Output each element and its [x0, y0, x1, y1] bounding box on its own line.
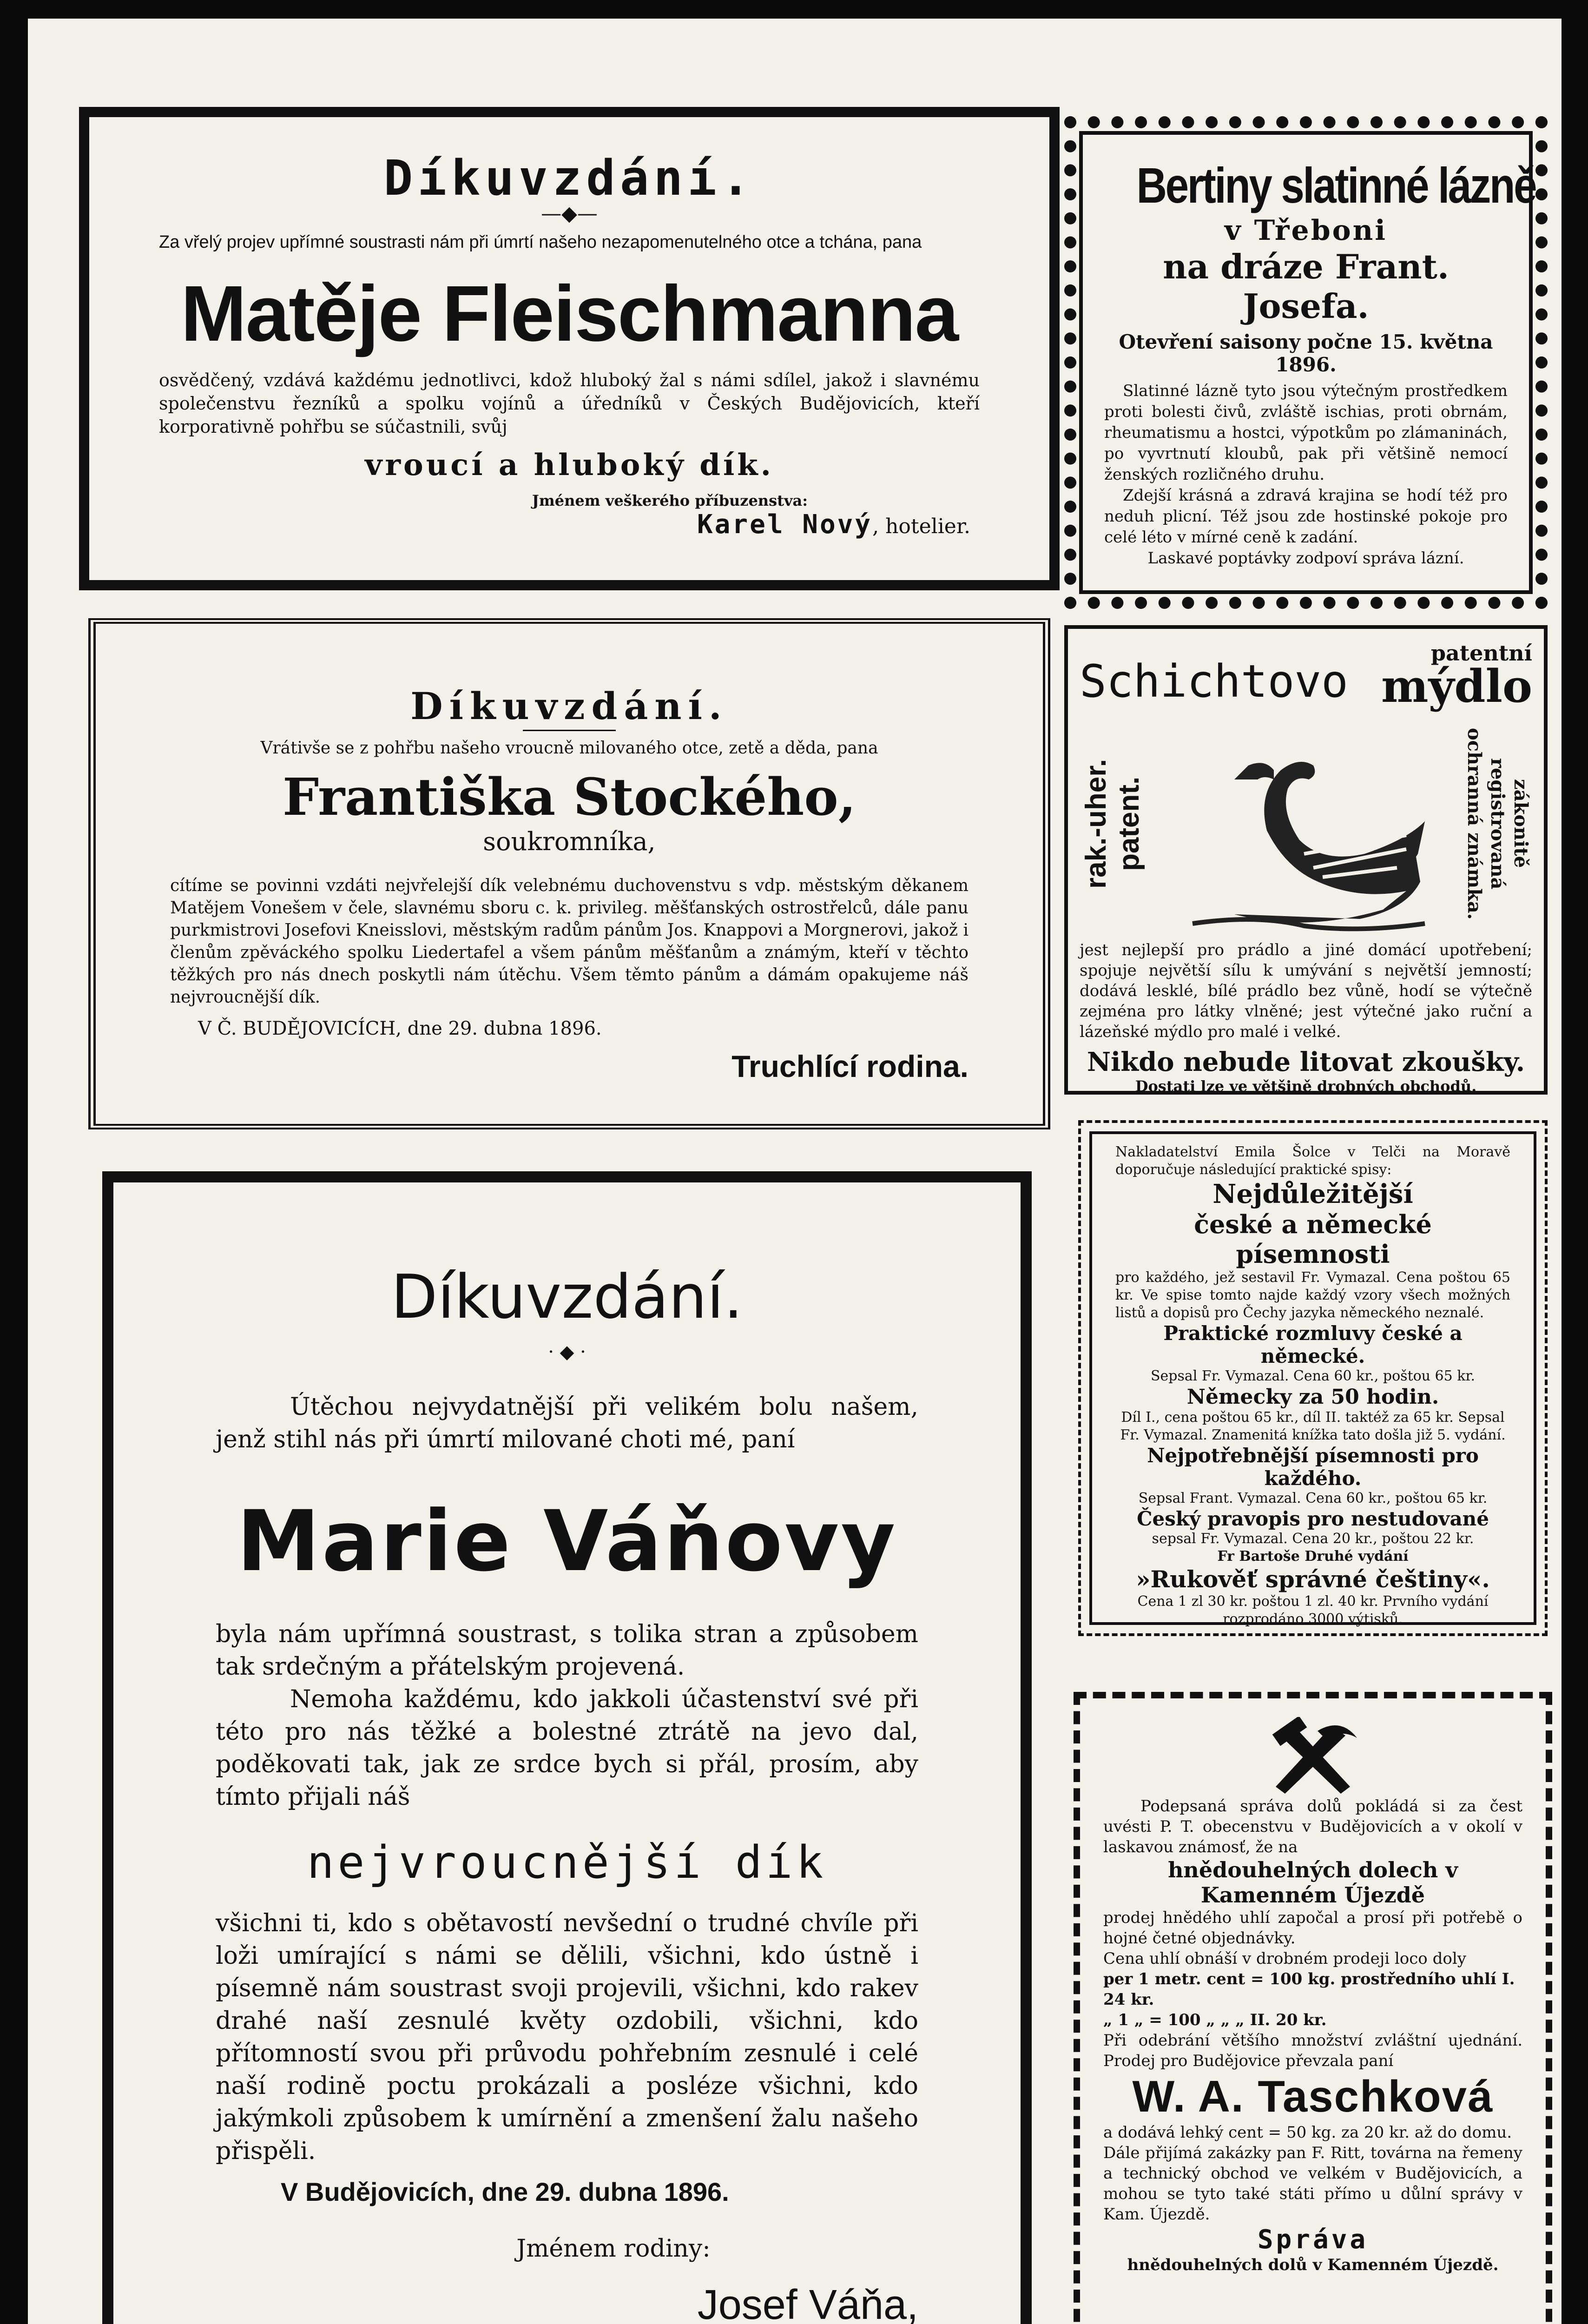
signature — [159, 509, 980, 540]
thanks-line: nejvroucnější dík — [307, 1836, 827, 1888]
ad-paragraph: Cena uhlí obnáší v drobném prodeji loco doly — [1103, 1949, 1466, 1968]
newspaper-page — [28, 19, 1562, 2324]
ad-paragraph: byla nám upřímná soustrast, s tolika stran a způsobem tak srdečným a přátelským projevená. — [216, 1620, 918, 1681]
ad-paragraph: všichni ti, kdo s obětavostí nevšední o trudné chvíle při loži umírající s námi se dělili, všichni, kdo ústně i písemně nám soustrast svoji projevili, všichni, kdo rakev drahé naší zesnulé květy ozdobili, všichni, kdo přítomností svou při průvodu pohřebním zesnulé i celé naší rodině poctu prokázali a posléze všichni, kdo jakýmkoli způsobem k umírnění a zmenšení žalu našeho přispěli. — [216, 1909, 918, 2165]
place-date: V Č. BUDĚJOVICÍCH, dne 29. dubna 1896. — [198, 1018, 602, 1039]
price-line: per 1 metr. cent = 100 kg. prostředního uhlí I. 24 kr. — [1103, 1970, 1515, 2009]
ad-paragraph: jest nejlepší pro prádlo a jiné domácí upotřebení; spojuje největší sílu k umývání s největší jemností; dodává lesklé, bílé prádlo bez vůně, hodí se výtečně zejména pro látky vlněné; jest výtečné jako ruční a lázeňské mýdlo pro malé i velké. — [1080, 941, 1532, 1041]
patent-label: patentní — [1430, 640, 1532, 666]
book-title: české a německé písemnosti — [1194, 1209, 1432, 1269]
book-desc: pro každého, jež sestavil Fr. Vymazal. Cena poštou 65 kr. Ve spise tomto najde každý vzory všech možných listů a dopisů pro Čechy jazyka německého neznalé. — [1115, 1269, 1510, 1321]
ad-paragraph: Slatinné lázně tyto jsou výtečným prostředkem proti bolesti čivů, zvláště ischias, proti obrnám, rheumatismu a hostci, výpotkům po zlámaninách, po vyvrtnutí kloubů, pak při většině nemocí ženských rozličného druhu. — [1104, 382, 1508, 484]
swan-trademark-icon — [1146, 714, 1463, 933]
management-footer: hnědouhelných dolů v Kamenném Újezdě. — [1127, 2256, 1499, 2274]
deceased-name: Marie Váňovy — [237, 1493, 897, 1590]
publisher-ad — [1078, 1120, 1548, 1636]
ad-body: osvědčený, vzdává každému jednotlivci, kdož hluboký žal s námi sdílel, jakož i slavnému společenstvu řezníků a spolku vojínů a úředníků v Českých Budějovicích, kteří korporativně pohřbu se súčastnili, svůj — [159, 370, 980, 437]
mine-name: hnědouhelných dolech v Kamenném Újezdě — [1167, 1857, 1458, 1908]
book-title: Nejpotřebnější písemnosti pro každého. — [1147, 1444, 1479, 1490]
slogan: Nikdo nebude litovat zkoušky. — [1087, 1047, 1525, 1077]
trademark-vertical: zákonitě registrovaná ochranná známka. — [1463, 727, 1532, 920]
book-desc: sepsal Fr. Vymazal. Cena 20 kr., poštou 22 kr. — [1152, 1531, 1474, 1547]
deceased-title: soukromníka, — [483, 827, 656, 856]
sign-line: Jménem rodiny: — [516, 2235, 711, 2263]
ad-paragraph: Útěchou nejvydatnější při velikém bolu našem, jenž stihl nás při úmrtí milované choti mé, paní — [216, 1393, 918, 1453]
ad-paragraph: Laskavé poptávky zodpoví správa lázní. — [1147, 549, 1464, 568]
ad-paragraph: Zdejší krásná a zdravá krajina se hodí též pro neduh plicní. Též jsou zde hostinské pokoje pro celé léto v mírné ceně k zadání. — [1104, 486, 1508, 547]
ad-title: Díkuvzdání. — [391, 1261, 743, 1332]
sign-line: Jménem veškerého příbuzenstva: — [532, 492, 808, 509]
book-desc: Cena 1 zl 30 kr. poštou 1 zl. 40 kr. Prvního vydání rozprodáno 3000 výtisků. — [1137, 1593, 1489, 1627]
obituary-ad-fleischmann — [79, 107, 1060, 590]
book-desc: Díl I., cena poštou 65 kr., díl II. taktéž za 65 kr. Sepsal Fr. Vymazal. Znamenitá knížka tato došla již 5. vydání. — [1120, 1409, 1506, 1443]
ad-paragraph: Nemoha každému, kdo jakkoli účastenství své při této pro nás těžké a bolestné ztrátě na jevo dal, poděkovati tak, jak ze srdce bych si přál, prosím, aby tímto přijali náš — [216, 1685, 918, 1811]
obituary-ad-stocky — [88, 618, 1050, 1129]
divider — [523, 730, 616, 731]
thanks-line: vroucí a hluboký dík. — [365, 448, 774, 482]
ad-paragraph: Nakladatelství Emila Šolce v Telči na Moravě doporučuje následující praktické spisy: — [1115, 1144, 1510, 1178]
price-line: „ 1 „ = 100 „ „ „ II. 20 kr. — [1103, 2011, 1327, 2029]
ornament: —◆— — [541, 202, 598, 225]
obituary-ad-vanova — [102, 1171, 1032, 2324]
book-desc: Sepsal Frant. Vymazal. Cena 60 kr., poštou 65 kr. — [1138, 1490, 1488, 1506]
ad-paragraph: Při odebrání většího množství zvláštní ujednání. Prodej pro Budějovice převzala paní — [1103, 2031, 1522, 2070]
book-heading: Nejdůležitější — [1212, 1179, 1413, 1209]
book-title: Český pravopis pro nestudované — [1137, 1507, 1489, 1530]
publisher-ad-inner — [1089, 1131, 1536, 1625]
brand-name: Schichtovo — [1080, 655, 1348, 707]
book-title: »Rukověť správné češtiny«. — [1136, 1565, 1490, 1593]
spa-ad — [1064, 116, 1548, 609]
book-title: Německy za 50 hodin. — [1186, 1385, 1439, 1409]
soap-header — [1080, 640, 1532, 713]
ornament: · ◆ · — [548, 1341, 586, 1363]
ad-body: cítíme se povinni vzdáti nejvřelejší dík velebnému duchovenstvu s vdp. městským děkanem Matějem Vonešem v čele, slavnému sboru c. k. privileg. měšťanských ostrostřelců, dále panu purkmistrovi Josefovi Kneisslovi, městským radům pánům Jos. Knappovi a Morgnerovi, jakož i členům zpěváckého spolku Liedertafel a všem pánům měšťanům a známým, kteří v těchto těžkých pro nás dnech poskytli nám útěchu. Všem těmto pánům a dámám opakujeme náš nejvroucnější dík. — [170, 876, 969, 1007]
management-sign: Správa — [1257, 2225, 1369, 2255]
ad-paragraph: Dále přijímá zakázky pan F. Ritt, továrna na řemeny a technický obchod ve velkém v Budějovicích, a mohou se tyto také státi přímo u důlní správy v Kam. Újezdě. — [1103, 2144, 1522, 2224]
book-desc: Fr Bartoše Druhé vydání — [1217, 1548, 1409, 1565]
soap-label: mýdlo — [1381, 660, 1532, 713]
soap-illustration-row — [1080, 714, 1532, 933]
ad-intro: Za vřelý projev upřímné soustrasti nám při úmrtí našeho nezapomenutelného otce a tchána, pana — [159, 232, 922, 252]
deceased-name: Františka Stockého, — [282, 767, 857, 827]
spa-season: Otevření saisony počne 15. května 1896. — [1119, 330, 1493, 376]
book-title: Praktické rozmluvy české a německé. — [1163, 1322, 1463, 1367]
dealer-name: W. A. Taschková — [1132, 2072, 1494, 2121]
place-date: V Budějovicích, dne 29. dubna 1896. — [281, 2177, 729, 2206]
ad-title: Díkuvzdání. — [383, 150, 755, 206]
ad-paragraph: a dodává lehký cent = 50 kg. za 20 kr. až do domu. — [1103, 2123, 1512, 2142]
ad-paragraph: prodej hnědého uhlí započal a prosí při potřebě o hojné četné objednávky. — [1103, 1908, 1522, 1948]
signer-name: Karel Nový — [697, 509, 873, 540]
signature: Truchlící rodina. — [731, 1049, 969, 1083]
signer-role: , hotelier. — [872, 515, 970, 538]
product-name — [1381, 640, 1532, 713]
spa-location: v Třeboni — [1224, 214, 1388, 247]
spa-railway: na dráze Frant. Josefa. — [1163, 247, 1449, 326]
patent-vertical: rak.-uher. patent. — [1080, 759, 1145, 889]
hammer-pick-icon — [1103, 1717, 1522, 1796]
deceased-name: Matěje Fleischmanna — [180, 270, 958, 358]
soap-ad — [1064, 625, 1548, 1095]
book-desc: Sepsal Fr. Vymazal. Cena 60 kr., poštou 65 kr. — [1150, 1368, 1476, 1384]
coal-mine-ad — [1074, 1692, 1552, 2324]
spa-title: Bertiny slatinné lázně — [1136, 157, 1536, 213]
ad-intro: Vrátivše se z pohřbu našeho vroucně milovaného otce, zetě a děda, pana — [260, 739, 878, 758]
signer-name: Josef Váňa, — [697, 2282, 918, 2324]
ad-title: Díkuvzdání. — [410, 684, 728, 728]
ad-paragraph: Podepsaná správa dolů pokládá si za čest uvésti P. T. obecenstvu v Budějovicích a v okolí v laskavou známosť, že na — [1103, 1797, 1522, 1856]
availability: Dostati lze ve většině drobných obchodů. — [1135, 1077, 1477, 1095]
